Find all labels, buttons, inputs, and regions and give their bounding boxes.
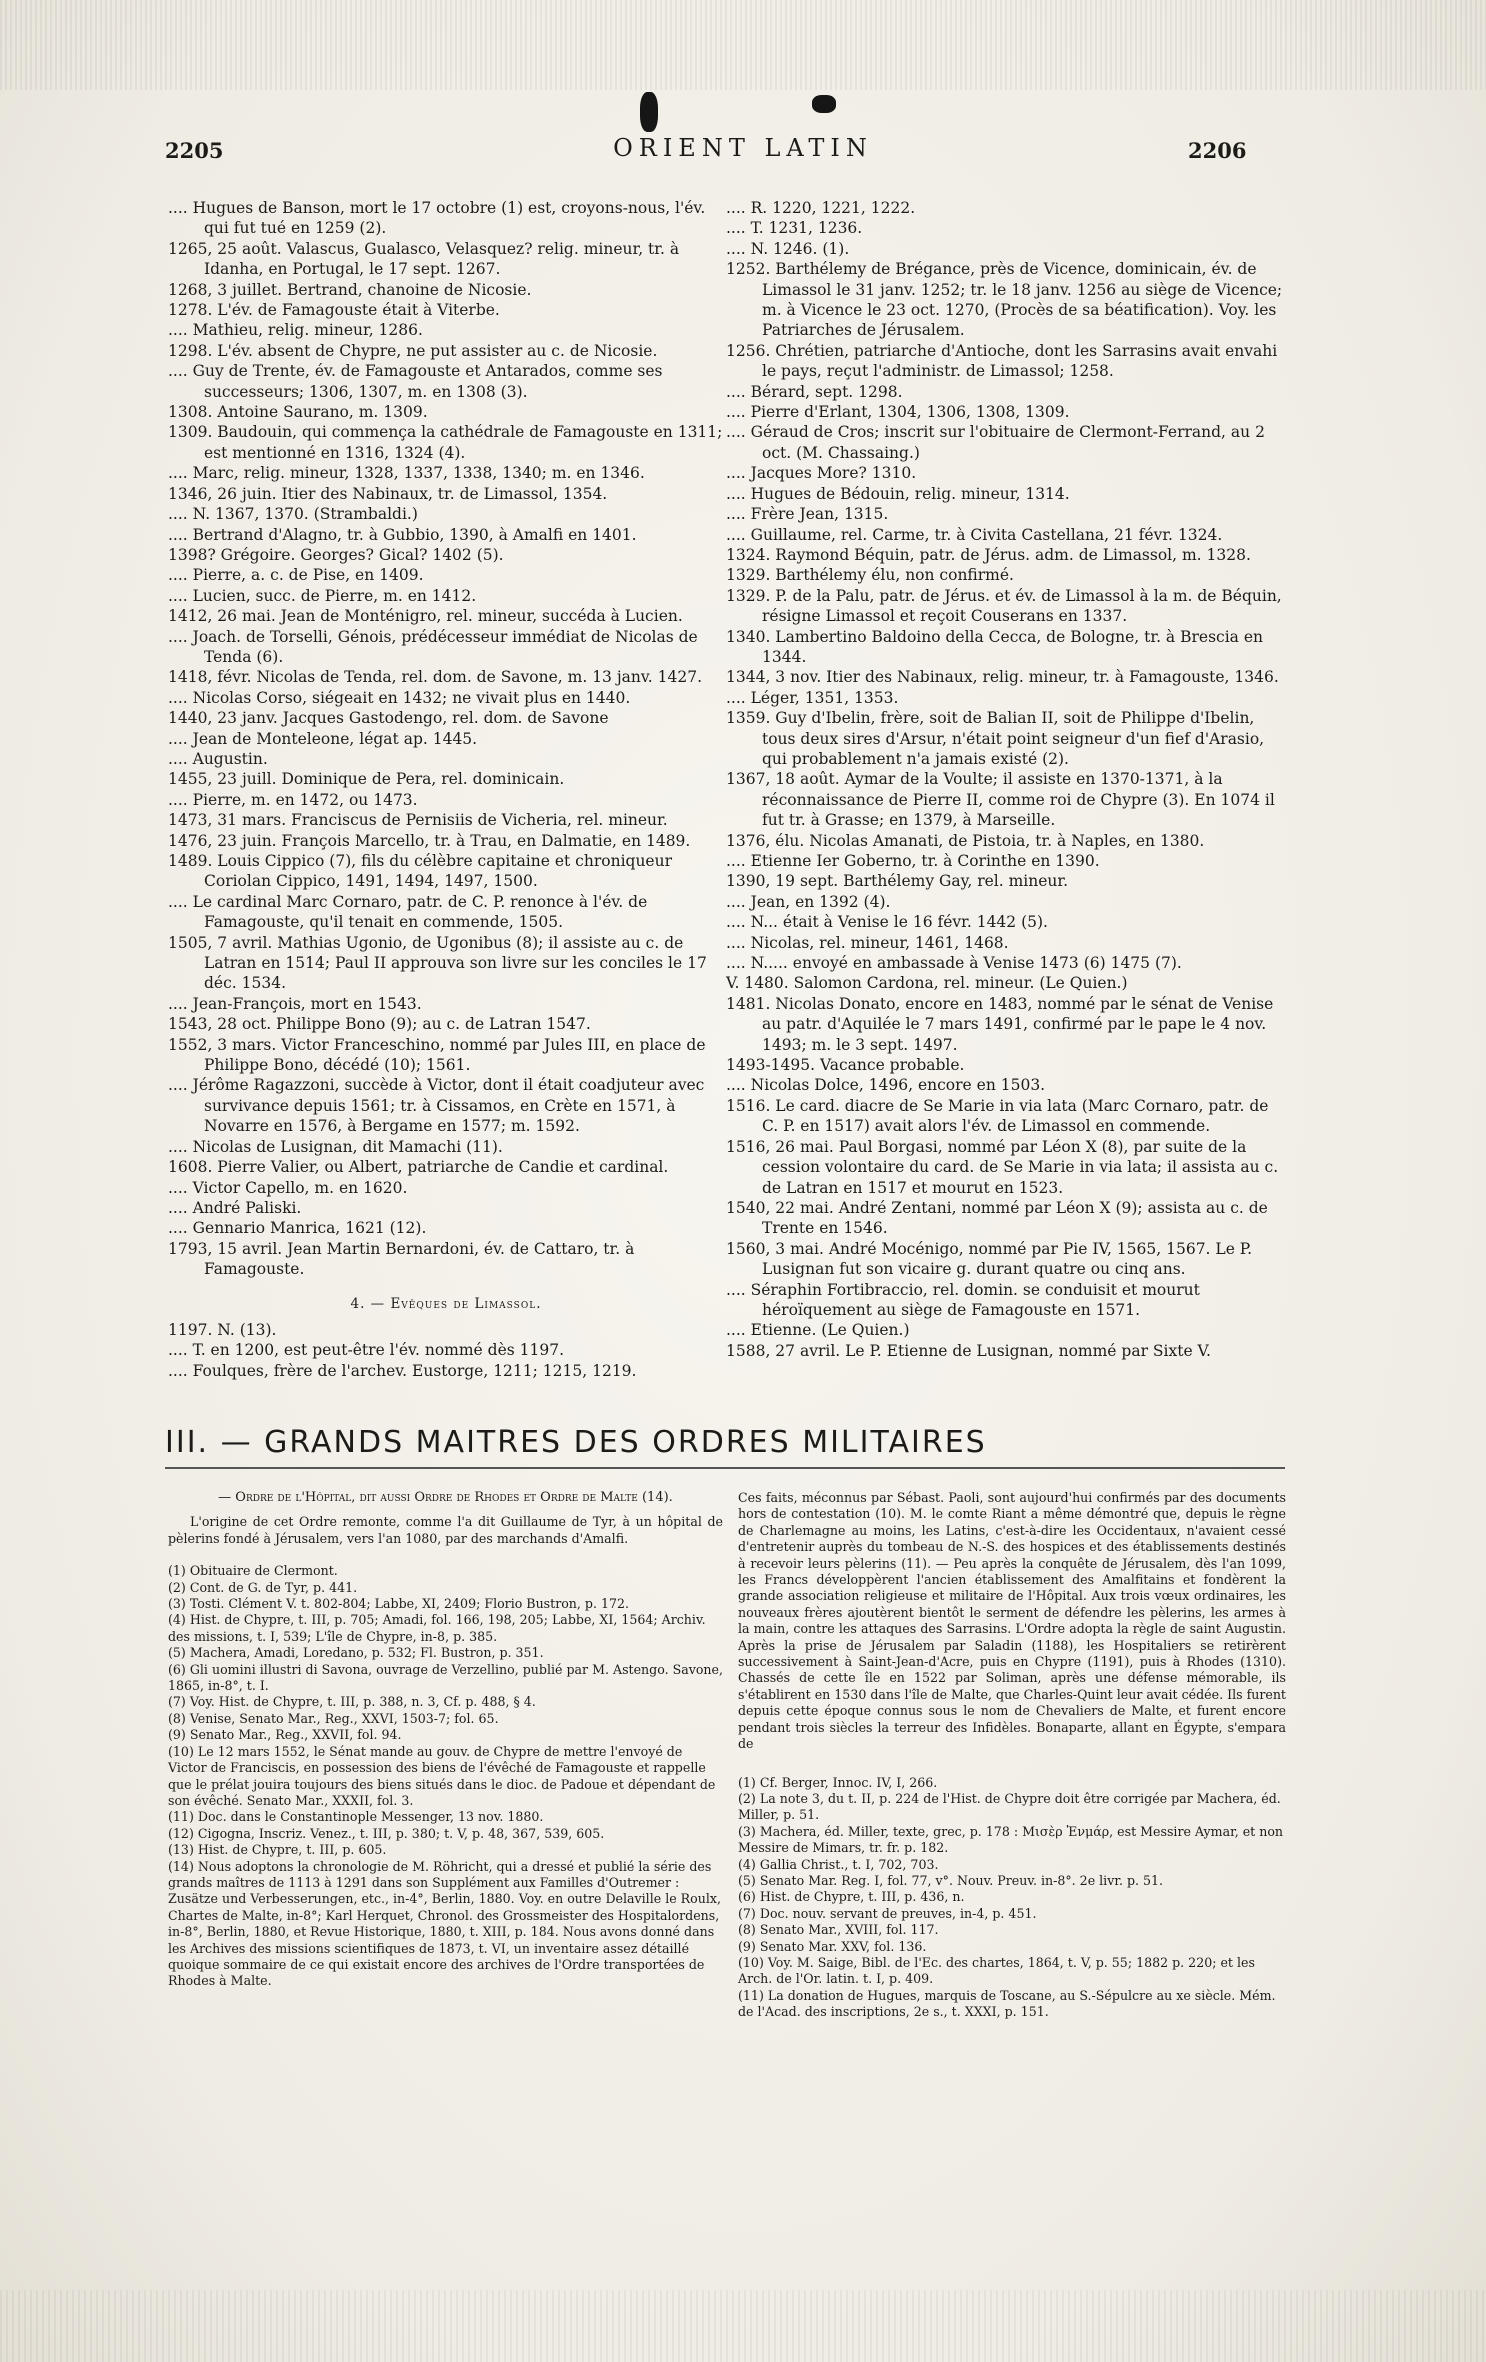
- intro-paragraph: L'origine de cet Ordre remonte, comme l'a dit Guillaume de Tyr, à un hôpital de pèlerins fondé à Jérusalem, vers l'an 1080, par des marchands d'Amalfi.: [168, 1514, 723, 1546]
- footnote: (4) Hist. de Chypre, t. III, p. 705; Amadi, fol. 166, 198, 205; Labbe, XI, 1564; Archiv. des missions, t. I, 539; L'île de Chypre, in-8, p. 385.: [168, 1612, 706, 1644]
- footnotes-right: [738, 1775, 1286, 2021]
- list-entry: 1455, 23 juill. Dominique de Pera, rel. dominicain.: [168, 770, 565, 789]
- list-entry: .... Victor Capello, m. en 1620.: [168, 1178, 408, 1197]
- list-entry: 1516. Le card. diacre de Se Marie in via lata (Marc Cornaro, patr. de C. P. en 1517) avait alors l'év. de Limassol en commende.: [726, 1096, 1269, 1136]
- list-entry: .... Jean de Monteleone, légat ap. 1445.: [168, 729, 478, 748]
- list-entry: .... Jérôme Ragazzoni, succède à Victor, dont il était coadjuteur avec survivance depuis 1561; tr. à Cissamos, en Crète en 1571, à Novarre en 1576, à Bergame en 1577; m. 1592.: [168, 1076, 705, 1136]
- list-entry: 1359. Guy d'Ibelin, frère, soit de Balian II, soit de Philippe d'Ibelin, tous deux sires d'Arsur, n'était point seigneur d'un fief d'Arasio, qui probablement n'a jamais existé (2).: [726, 709, 1265, 768]
- left-entries-limassol: [168, 1320, 724, 1381]
- list-entry: 1398? Grégoire. Georges? Gical? 1402 (5).: [168, 545, 504, 564]
- list-entry: 1308. Antoine Saurano, m. 1309.: [168, 403, 428, 422]
- body-paragraph: Ces faits, méconnus par Sébast. Paoli, sont aujourd'hui confirmés par des documents hors de contestation (10). M. le comte Riant a même démontré que, depuis le règne de Charlemagne au moins, les Latins, c'est-à-dire les Occidentaux, n'avaient cessé d'entretenir auprès du tombeau de N.-S. des hospices et des établissements destinés à recevoir leurs pèlerins (11). — Peu après la conquête de Jérusalem, dès l'an 1099, les Francs développèrent l'ancien établissement des Amalfitains et fondèrent la grande association religieuse et militaire de l'Hôpital. Aux trois vœux ordinaires, les nouveaux frères ajoutèrent bientôt le serment de défendre les pèlerins, les armes à la main, contre les attaques des Sarrasins. L'Ordre adopta la règle de saint Augustin. Après la prise de Jérusalem par Saladin (1188), les Hospitaliers se retirèrent successivement à Saint-Jean-d'Acre, puis en Chypre (1191), puis à Rhodes (1310). Chassés de cette île en 1522 par Soliman, après une défense mémorable, ils s'établirent en 1530 dans l'île de Malte, que Charles-Quint leur avait cédée. Ils furent depuis cette époque connus sous le nom de Chevaliers de Malte, et furent encore pendant trois siècles la terreur des Infidèles. Bonaparte, allant en Égypte, s'empara de: [738, 1490, 1286, 1752]
- list-entry: .... N... était à Venise le 16 févr. 1442 (5).: [726, 913, 1048, 932]
- right-entries: [726, 198, 1286, 1361]
- list-entry: 1344, 3 nov. Itier des Nabinaux, relig. mineur, tr. à Famagouste, 1346.: [726, 668, 1279, 687]
- list-entry: 1265, 25 août. Valascus, Gualasco, Velasquez? relig. mineur, tr. à Idanha, en Portugal, le 17 sept. 1267.: [168, 239, 680, 279]
- footnote: (5) Senato Mar. Reg. I, fol. 77, v°. Nouv. Preuv. in-8°. 2e livr. p. 51.: [738, 1872, 1164, 1888]
- footnote: (4) Gallia Christ., t. I, 702, 703.: [738, 1856, 939, 1872]
- list-entry: .... Bérard, sept. 1298.: [726, 382, 903, 401]
- footnote: (14) Nous adoptons la chronologie de M. Röhricht, qui a dressé et publié la série des grands maîtres de 1113 à 1291 dans son Supplément aux Familles d'Outremer : Zusätze und Verbesserungen, etc., in-4°, Berlin, 1880. Voy. en outre Delaville le Roulx, Chartes de Malte, in-8°; Karl Herquet, Chronol. des Grossmeister des Hospitalordens, in-8°, Berlin, 1880, et Revue Historique, 1880, t. XIII, p. 184. Nous avons donné dans les Archives des missions scientifiques de 1873, t. VI, un inventaire assez détaillé quoique sommaire de ce qui existait encore des archives de l'Ordre transportées de Rhodes à Malte.: [168, 1858, 721, 1989]
- footnote: (2) Cont. de G. de Tyr, p. 441.: [168, 1579, 358, 1595]
- list-entry: 1309. Baudouin, qui commença la cathédrale de Famagouste en 1311; est mentionné en 1316, 1324 (4).: [168, 423, 723, 462]
- footnote: (10) Voy. M. Saige, Bibl. de l'Ec. des chartes, 1864, t. V, p. 55; 1882 p. 220; et les Arch. de l'Or. latin. t. I, p. 409.: [738, 1954, 1255, 1987]
- list-entry: 1340. Lambertino Baldoino della Cecca, de Bologne, tr. à Brescia en 1344.: [726, 627, 1263, 666]
- list-entry: 1543, 28 oct. Philippe Bono (9); au c. de Latran 1547.: [168, 1015, 591, 1034]
- list-entry: 1324. Raymond Béquin, patr. de Jérus. adm. de Limassol, m. 1328.: [726, 545, 1251, 564]
- list-entry: 1793, 15 avril. Jean Martin Bernardoni, év. de Cattaro, tr. à Famagouste.: [168, 1239, 635, 1279]
- list-entry: .... Lucien, succ. de Pierre, m. en 1412.: [168, 586, 477, 605]
- left-entries-famagouste: [168, 198, 724, 1280]
- footnote: (1) Obituaire de Clermont.: [168, 1563, 338, 1579]
- list-entry: 1367, 18 août. Aymar de la Voulte; il assiste en 1370-1371, à la réconnaissance de Pierre II, comme roi de Chypre (3). En 1074 il fut tr. à Grasse; en 1379, à Marseille.: [726, 770, 1275, 830]
- right-column: [726, 198, 1286, 1361]
- list-entry: .... Nicolas Corso, siégeait en 1432; ne vivait plus en 1440.: [168, 688, 631, 707]
- lower-right-column: [738, 1490, 1286, 2021]
- list-entry: .... Pierre, a. c. de Pise, en 1409.: [168, 566, 424, 585]
- list-entry: .... Etienne. (Le Quien.): [726, 1321, 910, 1340]
- list-entry: .... Jean-François, mort en 1543.: [168, 994, 422, 1013]
- footnote: (3) Tosti. Clément V. t. 802-804; Labbe, XI, 2409; Florio Bustron, p. 172.: [168, 1596, 630, 1612]
- list-entry: .... Augustin.: [168, 749, 268, 768]
- footnote: (6) Hist. de Chypre, t. III, p. 436, n.: [738, 1889, 965, 1905]
- list-entry: 1481. Nicolas Donato, encore en 1483, nommé par le sénat de Venise au patr. d'Aquilée le 7 mars 1491, confirmé par le pape le 4 nov. 1493; m. le 3 sept. 1497.: [726, 994, 1274, 1054]
- list-entry: .... Bertrand d'Alagno, tr. à Gubbio, 1390, à Amalfi en 1401.: [168, 525, 637, 544]
- list-entry: 1329. Barthélemy élu, non confirmé.: [726, 566, 1014, 585]
- list-entry: .... R. 1220, 1221, 1222.: [726, 199, 916, 217]
- footnote: (6) Gli uomini illustri di Savona, ouvrage de Verzellino, publié par M. Astengo. Savone, 1865, in-8°, t. I.: [168, 1661, 723, 1694]
- footnote: (3) Machera, éd. Miller, texte, grec, p. 178 : Μισὲρ Ἐνμάρ, est Messire Aymar, et non Messire de Mimars, tr. fr. p. 182.: [738, 1823, 1284, 1856]
- list-entry: 1489. Louis Cippico (7), fils du célèbre capitaine et chroniqueur Coriolan Cippico, 1491, 1494, 1497, 1500.: [168, 852, 672, 891]
- list-entry: 1418, févr. Nicolas de Tenda, rel. dom. de Savone, m. 13 janv. 1427.: [168, 668, 703, 687]
- footnote: (1) Cf. Berger, Innoc. IV, I, 266.: [738, 1774, 938, 1790]
- footnote: (11) La donation de Hugues, marquis de Toscane, au S.-Sépulcre au xe siècle. Mém. de l'Acad. des inscriptions, 2e s., t. XXXI, p. 151.: [738, 1987, 1276, 2020]
- lower-left-column: [168, 1490, 723, 1990]
- list-entry: 1390, 19 sept. Barthélemy Gay, rel. mineur.: [726, 872, 1069, 891]
- list-entry: 1298. L'év. absent de Chypre, ne put assister au c. de Nicosie.: [168, 341, 658, 360]
- list-entry: .... T. 1231, 1236.: [726, 219, 863, 238]
- list-entry: .... Pierre, m. en 1472, ou 1473.: [168, 790, 418, 809]
- list-entry: .... Frère Jean, 1315.: [726, 505, 889, 524]
- list-entry: 1540, 22 mai. André Zentani, nommé par Léon X (9); assista au c. de Trente en 1546.: [726, 1198, 1268, 1238]
- list-entry: .... Pierre d'Erlant, 1304, 1306, 1308, 1309.: [726, 403, 1070, 422]
- list-entry: .... Séraphin Fortibraccio, rel. domin. se conduisit et mourut héroïquement au siège de Famagouste en 1571.: [726, 1280, 1200, 1319]
- footnote: (7) Doc. nouv. servant de preuves, in-4, p. 451.: [738, 1905, 1037, 1921]
- list-entry: 1476, 23 juin. François Marcello, tr. à Trau, en Dalmatie, en 1489.: [168, 831, 691, 850]
- list-entry: .... Léger, 1351, 1353.: [726, 688, 899, 707]
- footnote: (2) La note 3, du t. II, p. 224 de l'Hist. de Chypre doit être corrigée par Machera, éd. Miller, p. 51.: [738, 1790, 1281, 1823]
- list-entry: .... Guillaume, rel. Carme, tr. à Civita Castellana, 21 févr. 1324.: [726, 525, 1223, 544]
- list-entry: .... André Paliski.: [168, 1198, 302, 1217]
- list-entry: .... Guy de Trente, év. de Famagouste et Antarados, comme ses successeurs; 1306, 1307, m. en 1308 (3).: [168, 362, 663, 401]
- footnote: (9) Senato Mar. XXV, fol. 136.: [738, 1938, 927, 1954]
- list-entry: .... Le cardinal Marc Cornaro, patr. de C. P. renonce à l'év. de Famagouste, qu'il tenait en commende, 1505.: [168, 892, 648, 932]
- list-entry: .... Etienne Ier Goberno, tr. à Corinthe en 1390.: [726, 852, 1100, 870]
- running-title: ORIENT LATIN: [613, 134, 873, 162]
- list-entry: .... Nicolas de Lusignan, dit Mamachi (11).: [168, 1137, 503, 1156]
- list-entry: .... Mathieu, relig. mineur, 1286.: [168, 321, 423, 340]
- chapter-title: III. — GRANDS MAITRES DES ORDRES MILITAIRES: [165, 1425, 987, 1460]
- footnotes-left: [168, 1563, 723, 1990]
- list-entry: 1588, 27 avril. Le P. Etienne de Lusignan, nommé par Sixte V.: [726, 1341, 1211, 1360]
- title-rule: [165, 1467, 1285, 1469]
- list-entry: 1329. P. de la Palu, patr. de Jérus. et év. de Limassol à la m. de Béquin, résigne Limassol et reçoit Couserans en 1337.: [726, 586, 1282, 626]
- list-entry: 1256. Chrétien, patriarche d'Antioche, dont les Sarrasins avait envahi le pays, reçut l'administr. de Limassol; 1258.: [726, 341, 1278, 381]
- list-entry: 1608. Pierre Valier, ou Albert, patriarche de Candie et cardinal.: [168, 1158, 669, 1177]
- scan-noise-top: [0, 0, 1486, 90]
- list-entry: .... N. 1367, 1370. (Strambaldi.): [168, 505, 418, 524]
- list-entry: 1346, 26 juin. Itier des Nabinaux, tr. de Limassol, 1354.: [168, 484, 608, 503]
- list-entry: 1505, 7 avril. Mathias Ugonio, de Ugonibus (8); il assiste au c. de Latran en 1514; Paul II approuva son livre sur les conciles le 17 déc. 1534.: [168, 933, 707, 993]
- page-number-right: 2206: [1188, 138, 1247, 163]
- footnote: (11) Doc. dans le Constantinople Messenger, 13 nov. 1880.: [168, 1809, 544, 1825]
- list-entry: 1473, 31 mars. Franciscus de Pernisiis de Vicheria, rel. mineur.: [168, 811, 668, 830]
- list-entry: .... Gennario Manrica, 1621 (12).: [168, 1219, 427, 1238]
- list-entry: .... N. 1246. (1).: [726, 239, 850, 258]
- list-entry: V. 1480. Salomon Cardona, rel. mineur. (Le Quien.): [726, 974, 1128, 993]
- list-entry: 1412, 26 mai. Jean de Monténigro, rel. mineur, succéda à Lucien.: [168, 607, 683, 626]
- list-entry: .... Hugues de Bédouin, relig. mineur, 1314.: [726, 484, 1070, 503]
- footnote: (10) Le 12 mars 1552, le Sénat mande au gouv. de Chypre de mettre l'envoyé de Victor de Franciscis, en possession des biens de l'évêché de Famagouste et rappelle que le prélat jouira toujours des biens situés dans le dioc. de Padoue et dépendant de son évêché. Senato Mar., XXXII, fol. 3.: [168, 1743, 716, 1808]
- list-entry: .... Nicolas, rel. mineur, 1461, 1468.: [726, 933, 1009, 952]
- ink-blot: [812, 95, 836, 113]
- list-entry: .... N..... envoyé en ambassade à Venise 1473 (6) 1475 (7).: [726, 954, 1182, 973]
- footnote: (9) Senato Mar., Reg., XXVII, fol. 94.: [168, 1727, 402, 1743]
- page-number-left: 2205: [165, 138, 224, 163]
- list-entry: .... Hugues de Banson, mort le 17 octobre (1) est, croyons-nous, l'év. qui fut tué en 1259 (2).: [168, 199, 706, 238]
- list-entry: 1252. Barthélemy de Brégance, près de Vicence, dominicain, év. de Limassol le 31 janv. 1252; tr. le 18 janv. 1256 au siège de Vicence; m. à Vicence le 23 oct. 1270, (Procès de sa béatification). Voy. les Patriarches de Jérusalem.: [726, 260, 1283, 340]
- list-entry: .... T. en 1200, est peut-être l'év. nommé dès 1197.: [168, 1341, 564, 1360]
- section-heading-limassol: 4. — Evêques de Limassol.: [350, 1295, 542, 1312]
- order-heading: — Ordre de l'Hôpital, dit aussi Ordre de Rhodes et Ordre de Malte (14).: [218, 1490, 673, 1505]
- list-entry: .... Foulques, frère de l'archev. Eustorge, 1211; 1215, 1219.: [168, 1361, 637, 1380]
- footnote: (12) Cigogna, Inscriz. Venez., t. III, p. 380; t. V, p. 48, 367, 539, 605.: [168, 1825, 605, 1841]
- list-entry: 1376, élu. Nicolas Amanati, de Pistoia, tr. à Naples, en 1380.: [726, 831, 1205, 850]
- list-entry: 1197. N. (13).: [168, 1320, 277, 1339]
- list-entry: 1516, 26 mai. Paul Borgasi, nommé par Léon X (8), par suite de la cession volontaire du card. de Se Marie in via lata; il assista au c. de Latran en 1517 et mourut en 1523.: [726, 1137, 1279, 1197]
- list-entry: 1268, 3 juillet. Bertrand, chanoine de Nicosie.: [168, 280, 532, 299]
- footnote: (5) Machera, Amadi, Loredano, p. 532; Fl. Bustron, p. 351.: [168, 1645, 544, 1661]
- list-entry: .... Jacques More? 1310.: [726, 464, 917, 483]
- list-entry: .... Nicolas Dolce, 1496, encore en 1503.: [726, 1076, 1046, 1095]
- footnote: (13) Hist. de Chypre, t. III, p. 605.: [168, 1842, 387, 1858]
- footnote: (8) Senato Mar., XVIII, fol. 117.: [738, 1922, 939, 1938]
- ink-blot: [640, 92, 658, 132]
- footnote: (8) Venise, Senato Mar., Reg., XXVI, 1503-7; fol. 65.: [168, 1710, 499, 1726]
- list-entry: 1560, 3 mai. André Mocénigo, nommé par Pie IV, 1565, 1567. Le P. Lusignan fut son vicaire g. durant quatre ou cinq ans.: [726, 1239, 1253, 1279]
- list-entry: .... Géraud de Cros; inscrit sur l'obituaire de Clermont-Ferrand, au 2 oct. (M. Chassaing.): [726, 423, 1265, 462]
- list-entry: .... Jean, en 1392 (4).: [726, 892, 891, 911]
- list-entry: 1493-1495. Vacance probable.: [726, 1056, 965, 1075]
- list-entry: .... Joach. de Torselli, Génois, prédécesseur immédiat de Nicolas de Tenda (6).: [168, 627, 698, 666]
- left-column: [168, 198, 724, 1381]
- footnote: (7) Voy. Hist. de Chypre, t. III, p. 388, n. 3, Cf. p. 488, § 4.: [168, 1694, 536, 1710]
- list-entry: 1552, 3 mars. Victor Franceschino, nommé par Jules III, en place de Philippe Bono, décédé (10); 1561.: [168, 1035, 706, 1075]
- scan-noise-bottom: [0, 2290, 1486, 2362]
- list-entry: 1278. L'év. de Famagouste était à Viterbe.: [168, 301, 500, 320]
- list-entry: .... Marc, relig. mineur, 1328, 1337, 1338, 1340; m. en 1346.: [168, 464, 645, 483]
- list-entry: 1440, 23 janv. Jacques Gastodengo, rel. dom. de Savone: [168, 709, 609, 728]
